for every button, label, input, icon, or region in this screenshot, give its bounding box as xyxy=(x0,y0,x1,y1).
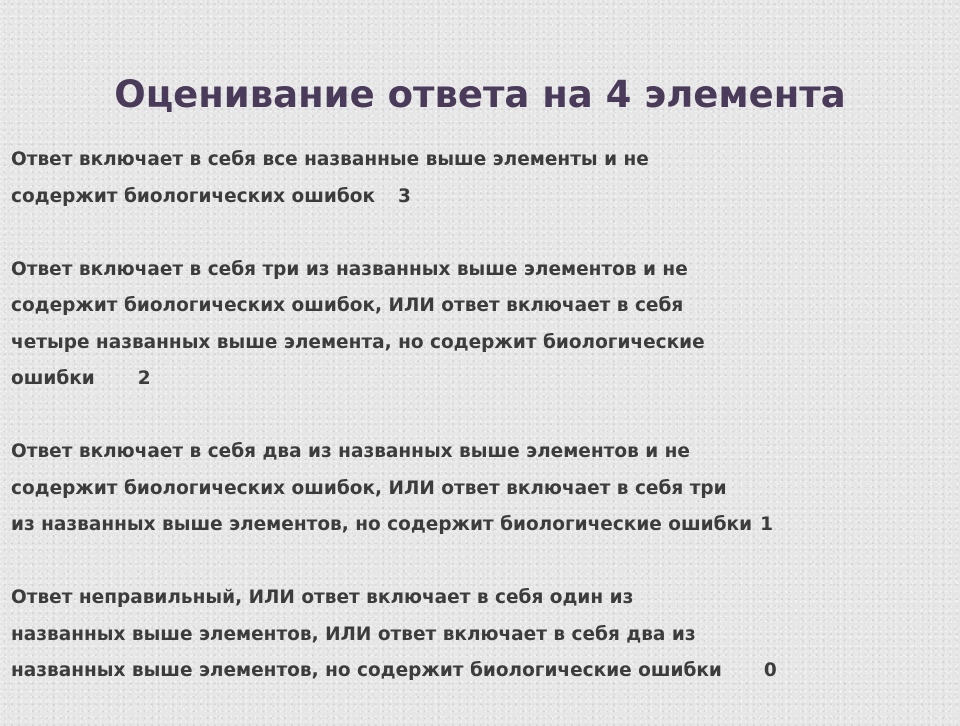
criterion-line: содержит биологических ошибок, ИЛИ ответ включает в себя xyxy=(11,295,684,316)
criterion-line: Ответ неправильный, ИЛИ ответ включает в себя один из xyxy=(11,587,634,608)
criterion-score-3 xyxy=(11,142,951,215)
criterion-line: содержит биологических ошибок xyxy=(11,185,376,207)
criterion-line: ошибки xyxy=(11,368,95,389)
criterion-line: из названных выше элементов, но содержит биологические ошибки xyxy=(11,514,753,535)
criterion-line: Ответ включает в себя все названные выше элементы и не xyxy=(11,149,649,170)
criterion-last-line xyxy=(11,507,951,544)
criterion-score: 1 xyxy=(760,514,773,535)
slide-title: Оценивание ответа на 4 элемента xyxy=(114,73,846,116)
criterion-score-0 xyxy=(11,580,951,690)
criterion-line: Ответ включает в себя три из названных выше элементов и не xyxy=(11,258,688,280)
criterion-line: Ответ включает в себя два из названных выше элементов и не xyxy=(11,441,690,462)
criterion-line: содержит биологических ошибок, ИЛИ ответ включает в себя три xyxy=(11,477,727,499)
criterion-line: названных выше элементов, но содержит биологические ошибки xyxy=(11,660,722,681)
criterion-last-line xyxy=(11,653,951,690)
criterion-last-line xyxy=(11,179,951,216)
criterion-line: названных выше элементов, ИЛИ ответ включает в себя два из xyxy=(11,623,696,645)
criterion-score: 0 xyxy=(763,660,777,681)
criteria-list xyxy=(11,142,951,726)
criterion-score-2 xyxy=(11,252,951,398)
criterion-score-1 xyxy=(11,434,951,544)
criterion-score: 3 xyxy=(398,185,411,207)
criterion-line: четыре названных выше элемента, но содержит биологические xyxy=(11,331,705,353)
criterion-score: 2 xyxy=(137,368,151,389)
criterion-last-line xyxy=(11,361,951,398)
